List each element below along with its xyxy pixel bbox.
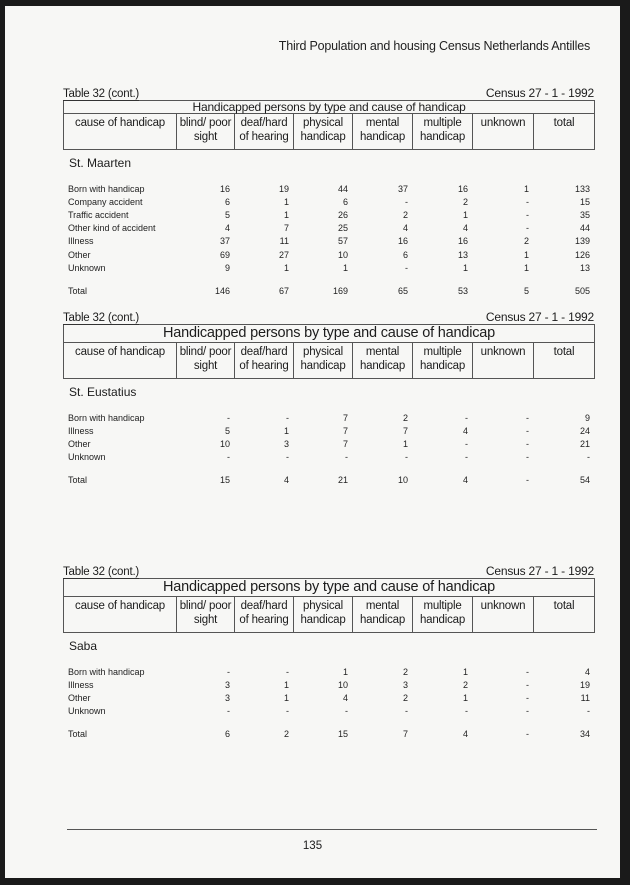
cell-value: - [405, 452, 408, 463]
table-caption: Table 32 (cont.) [63, 566, 140, 578]
cell-value: 26 [337, 209, 348, 220]
cell-value: 15 [579, 196, 590, 207]
cell-value: - [526, 692, 529, 703]
cell-value: 7 [402, 729, 408, 740]
census-date: Census 27 - 1 - 1992 [485, 310, 594, 324]
table-caption: Table 32 (cont.) [63, 88, 140, 100]
cell-value: 44 [337, 183, 348, 194]
cell-value: 7 [342, 425, 348, 436]
spacer [63, 718, 594, 728]
column-header-multiple: multiple handicap [413, 114, 473, 150]
cell-value: 7 [342, 438, 348, 449]
cell-value: 4 [402, 223, 408, 234]
cell-value: 1 [283, 262, 289, 273]
cell-value: 1 [462, 262, 468, 273]
cell-value: - [526, 196, 529, 207]
row-label: Born with handicap [68, 183, 145, 194]
cell-value: 10 [337, 679, 348, 690]
cell-value: 10 [219, 438, 230, 449]
table-row [63, 411, 594, 424]
column-header-total: total [534, 114, 595, 150]
column-header-mental: mental handicap [353, 343, 413, 379]
cell-value: 37 [397, 183, 408, 194]
column-header-deaf: deaf/hard of hearing [235, 114, 294, 150]
cell-value: - [526, 425, 529, 436]
row-label: Company accident [68, 196, 143, 207]
table-header [63, 578, 595, 633]
cell-value: 2 [462, 679, 468, 690]
column-header-total: total [534, 597, 595, 633]
region-label: Saba [69, 639, 98, 653]
cell-value: 6 [224, 729, 230, 740]
cell-value: - [405, 262, 408, 273]
cell-value: 4 [584, 666, 590, 677]
cell-value: 6 [342, 196, 348, 207]
footer-rule [67, 829, 597, 830]
column-header-blind: blind/ poor sight [177, 343, 235, 379]
spacer-row [63, 464, 594, 474]
cell-value: 69 [219, 249, 230, 260]
cell-value: 15 [219, 475, 230, 486]
cell-value: - [526, 666, 529, 677]
cell-value: - [465, 438, 468, 449]
cell-value: 2 [402, 209, 408, 220]
cell-value: 9 [584, 412, 590, 423]
cell-value: 146 [214, 285, 230, 296]
cell-value: 1 [283, 196, 289, 207]
cell-value: 1 [283, 692, 289, 703]
cell-value: 16 [397, 236, 408, 247]
cell-value: 19 [278, 183, 289, 194]
column-header-multiple: multiple handicap [413, 343, 473, 379]
cell-value: - [227, 666, 230, 677]
cell-value: 2 [402, 412, 408, 423]
cell-value: 1 [283, 425, 289, 436]
cell-value: 7 [342, 412, 348, 423]
row-label: Total [68, 475, 88, 486]
column-header-physical: physical handicap [294, 597, 353, 633]
cell-value: 27 [278, 249, 289, 260]
cell-value: 11 [279, 236, 289, 247]
column-header-cause: cause of handicap [64, 114, 177, 150]
cell-value: 16 [457, 183, 468, 194]
cell-value: - [587, 706, 590, 717]
row-label: Unknown [68, 262, 106, 273]
column-header-total: total [534, 343, 595, 379]
column-header-deaf: deaf/hard of hearing [235, 597, 294, 633]
cell-value: 1 [283, 679, 289, 690]
cell-value: - [286, 412, 289, 423]
row-label: Other kind of accident [68, 223, 156, 234]
table-row [63, 437, 594, 450]
spacer [63, 274, 594, 284]
column-header-unknown: unknown [473, 114, 534, 150]
column-header-unknown: unknown [473, 343, 534, 379]
spacer [63, 464, 594, 474]
table-row [63, 248, 594, 261]
cell-value: 4 [283, 475, 289, 486]
cell-value: - [526, 223, 529, 234]
cell-value: - [526, 679, 529, 690]
spacer-row [63, 718, 594, 728]
column-header-cause: cause of handicap [64, 597, 177, 633]
row-label: Illness [68, 425, 94, 436]
table-row [63, 451, 594, 464]
cell-value: 7 [283, 223, 289, 234]
cell-value: 13 [457, 249, 468, 260]
cell-value: 505 [574, 285, 590, 296]
cell-value: - [286, 706, 289, 717]
table-row [63, 261, 594, 274]
cell-value: 53 [457, 285, 468, 296]
table-title: Handicapped persons by type and cause of handicap [64, 579, 595, 597]
cell-value: 9 [224, 262, 230, 273]
cell-value: - [465, 412, 468, 423]
total-row [63, 474, 594, 487]
document-page [5, 6, 620, 878]
table-row [63, 691, 594, 704]
cell-value: 2 [402, 666, 408, 677]
cell-value: - [526, 729, 529, 740]
cell-value: 3 [224, 692, 230, 703]
cell-value: 6 [224, 196, 230, 207]
column-header-blind: blind/ poor sight [177, 114, 235, 150]
cell-value: - [227, 706, 230, 717]
table-row [63, 678, 594, 691]
column-header-physical: physical handicap [294, 114, 353, 150]
cell-value: 11 [580, 692, 590, 703]
cell-value: - [587, 452, 590, 463]
column-header-cause: cause of handicap [64, 343, 177, 379]
cell-value: 4 [462, 223, 468, 234]
cell-value: 67 [278, 285, 289, 296]
table-caption: Table 32 (cont.) [63, 312, 140, 324]
cell-value: 1 [283, 209, 289, 220]
cell-value: 1 [523, 262, 529, 273]
cell-value: 21 [337, 475, 348, 486]
cell-value: 34 [579, 729, 590, 740]
table-row [63, 705, 594, 718]
cell-value: 1 [523, 249, 529, 260]
cell-value: 16 [457, 236, 468, 247]
cell-value: - [465, 452, 468, 463]
cell-value: - [465, 706, 468, 717]
cell-value: 5 [224, 209, 230, 220]
cell-value: 1 [342, 262, 348, 273]
cell-value: 54 [579, 475, 590, 486]
cell-value: 7 [402, 425, 408, 436]
row-label: Born with handicap [68, 666, 145, 677]
cell-value: 3 [402, 679, 408, 690]
table-header [63, 324, 595, 379]
cell-value: 4 [462, 425, 468, 436]
census-date: Census 27 - 1 - 1992 [485, 86, 594, 100]
cell-value: 16 [219, 183, 230, 194]
total-row [63, 728, 594, 741]
cell-value: 139 [574, 236, 590, 247]
cell-value: - [345, 452, 348, 463]
cell-value: - [405, 196, 408, 207]
cell-value: 35 [579, 209, 590, 220]
cell-value: 2 [283, 729, 289, 740]
cell-value: 2 [402, 692, 408, 703]
cell-value: 24 [579, 425, 590, 436]
row-label: Traffic accident [68, 209, 129, 220]
table-title: Handicapped persons by type and cause of handicap [64, 101, 595, 114]
cell-value: 37 [219, 236, 230, 247]
cell-value: - [526, 706, 529, 717]
column-header-physical: physical handicap [294, 343, 353, 379]
table-row [63, 182, 594, 195]
cell-value: 4 [224, 223, 230, 234]
data-table [63, 182, 594, 298]
cell-value: - [526, 438, 529, 449]
row-label: Total [68, 729, 88, 740]
spacer-row [63, 274, 594, 284]
cell-value: 15 [337, 729, 348, 740]
cell-value: - [526, 475, 529, 486]
region-label: St. Eustatius [69, 385, 137, 399]
cell-value: 21 [579, 438, 590, 449]
cell-value: 2 [462, 196, 468, 207]
cell-value: 25 [337, 223, 348, 234]
cell-value: - [227, 452, 230, 463]
column-header-mental: mental handicap [353, 597, 413, 633]
cell-value: 19 [579, 679, 590, 690]
row-label: Born with handicap [68, 412, 145, 423]
cell-value: - [345, 706, 348, 717]
cell-value: 4 [462, 729, 468, 740]
cell-value: - [286, 452, 289, 463]
cell-value: 133 [574, 183, 590, 194]
census-date: Census 27 - 1 - 1992 [485, 564, 594, 578]
table-row [63, 235, 594, 248]
cell-value: 5 [224, 425, 230, 436]
column-header-deaf: deaf/hard of hearing [235, 343, 294, 379]
running-header: Third Population and housing Census Netherlands Antilles [278, 39, 590, 53]
cell-value: 1 [342, 666, 348, 677]
row-label: Other [68, 249, 91, 260]
row-label: Other [68, 438, 91, 449]
region-label: St. Maarten [69, 156, 132, 170]
row-label: Total [68, 285, 88, 296]
column-header-mental: mental handicap [353, 114, 413, 150]
cell-value: 10 [337, 249, 348, 260]
column-header-unknown: unknown [473, 597, 534, 633]
data-table [63, 411, 594, 487]
cell-value: 44 [579, 223, 590, 234]
cell-value: 1 [402, 438, 408, 449]
cell-value: - [526, 209, 529, 220]
cell-value: 13 [579, 262, 590, 273]
cell-value: 5 [523, 285, 529, 296]
cell-value: 169 [332, 285, 348, 296]
total-row [63, 284, 594, 297]
column-header-multiple: multiple handicap [413, 597, 473, 633]
cell-value: 3 [283, 438, 289, 449]
table-row [63, 222, 594, 235]
cell-value: 1 [462, 692, 468, 703]
table-title: Handicapped persons by type and cause of handicap [64, 325, 595, 343]
cell-value: - [405, 706, 408, 717]
cell-value: - [526, 412, 529, 423]
cell-value: 10 [397, 475, 408, 486]
cell-value: 126 [574, 249, 590, 260]
caption-row [63, 310, 594, 324]
cell-value: 57 [337, 236, 348, 247]
table-row [63, 208, 594, 221]
table-row [63, 195, 594, 208]
data-table [63, 665, 594, 741]
cell-value: 2 [523, 236, 529, 247]
caption-row [63, 86, 594, 100]
cell-value: 65 [397, 285, 408, 296]
table-header [63, 100, 595, 150]
table-block-saba [63, 564, 594, 741]
row-label: Unknown [68, 452, 106, 463]
cell-value: 4 [342, 692, 348, 703]
page-number: 135 [302, 840, 323, 852]
row-label: Unknown [68, 706, 106, 717]
table-block-st-maarten [63, 86, 594, 298]
cell-value: - [286, 666, 289, 677]
cell-value: 4 [462, 475, 468, 486]
cell-value: - [227, 412, 230, 423]
cell-value: 6 [402, 249, 408, 260]
column-header-blind: blind/ poor sight [177, 597, 235, 633]
table-block-st-eustatius [63, 310, 594, 487]
row-label: Illness [68, 236, 94, 247]
cell-value: - [526, 452, 529, 463]
cell-value: 1 [523, 183, 529, 194]
cell-value: 3 [224, 679, 230, 690]
row-label: Illness [68, 679, 94, 690]
caption-row [63, 564, 594, 578]
table-row [63, 424, 594, 437]
cell-value: 1 [462, 666, 468, 677]
table-row [63, 665, 594, 678]
row-label: Other [68, 692, 91, 703]
cell-value: 1 [462, 209, 468, 220]
